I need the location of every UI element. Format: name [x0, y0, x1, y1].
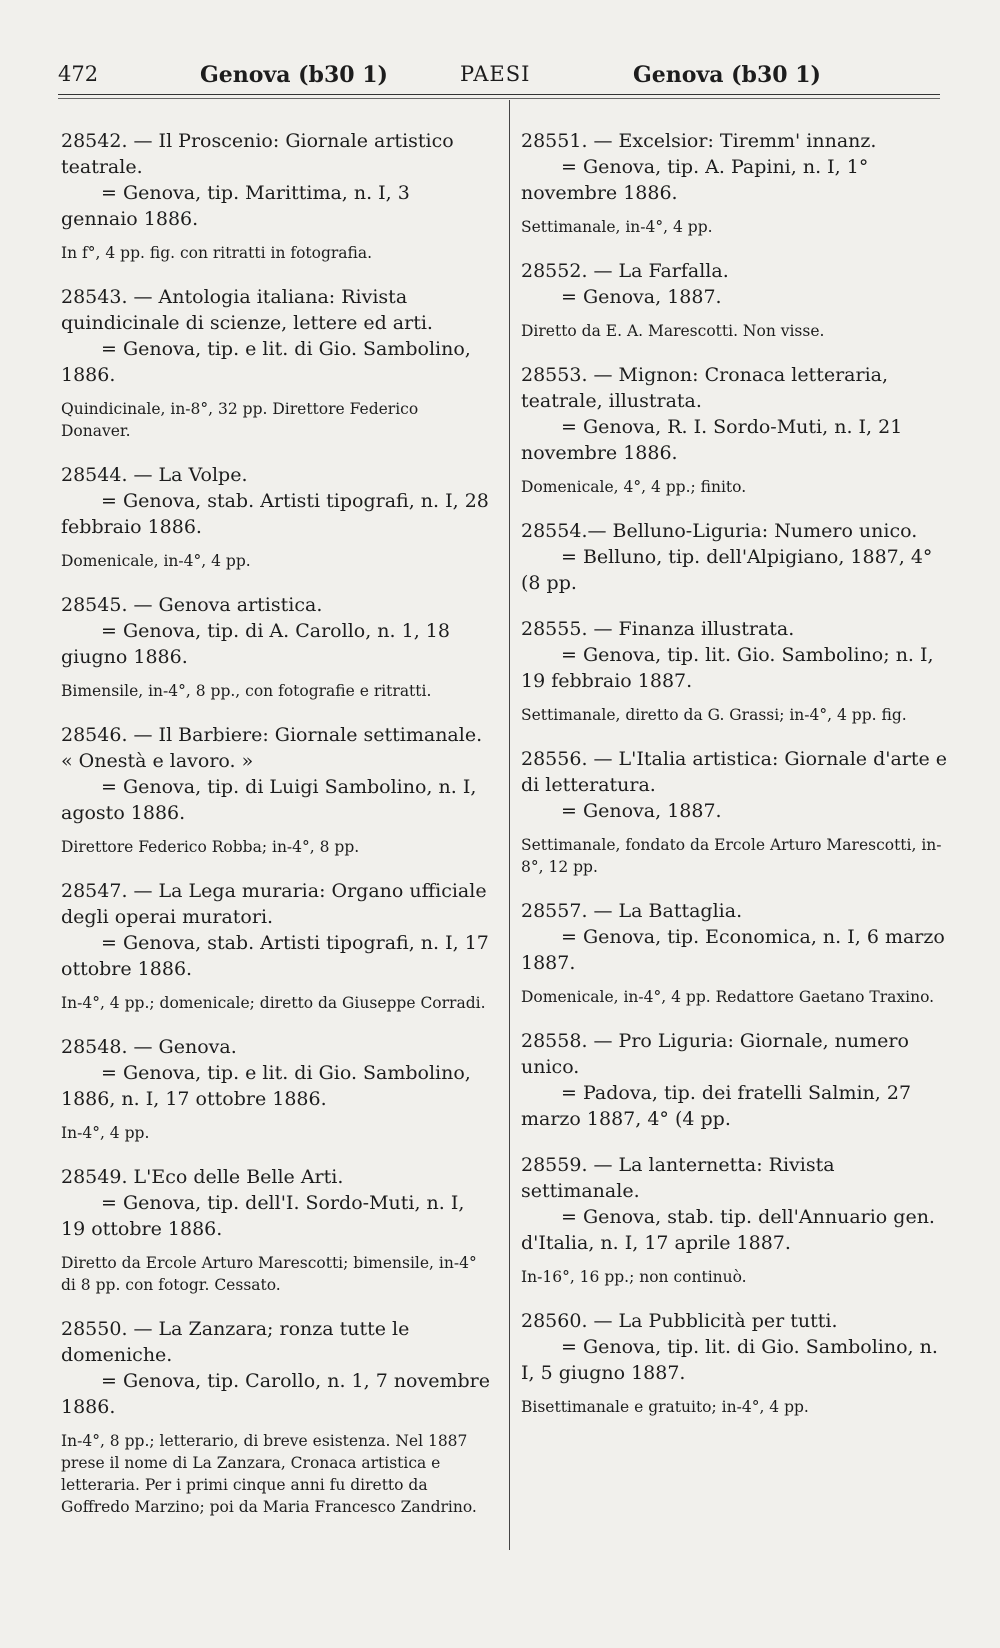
entry-title: 28550. — La Zanzara; ronza tutte le domeniche.: [61, 1318, 410, 1366]
entry-note: Bisettimanale e gratuito; in-4°, 4 pp.: [521, 1398, 809, 1416]
left-column: [61, 128, 491, 1538]
catalog-entry: [61, 878, 491, 1014]
entry-imprint: = Genova, tip. lit. Gio. Sambolino; n. I, 19 febbraio 1887.: [521, 644, 934, 692]
entry-imprint: = Genova, tip. lit. di Gio. Sambolino, n. I, 5 giugno 1887.: [521, 1336, 938, 1384]
right-column: [521, 128, 951, 1438]
entry-note: Direttore Federico Robba; in-4°, 8 pp.: [61, 838, 360, 856]
running-head-left: Genova (b30 1): [200, 62, 388, 88]
entry-note: Settimanale, in-4°, 4 pp.: [521, 218, 713, 236]
column-divider: [509, 100, 510, 1550]
entry-note: Quindicinale, in-8°, 32 pp. Direttore Federico Donaver.: [61, 400, 419, 440]
entry-note: Domenicale, 4°, 4 pp.; finito.: [521, 478, 747, 496]
entry-title: 28555. — Finanza illustrata.: [521, 618, 795, 640]
page-number: 472: [58, 62, 99, 86]
entry-title: 28543. — Antologia italiana: Rivista quindicinale di scienze, lettere ed arti.: [61, 286, 433, 334]
entry-title: 28553. — Mignon: Cronaca letteraria, teatrale, illustrata.: [521, 364, 889, 412]
catalog-entry: [61, 1316, 491, 1518]
entry-note: In-4°, 4 pp.: [61, 1124, 150, 1142]
entry-imprint: = Genova, stab. Artisti tipografi, n. I, 28 febbraio 1886.: [61, 490, 489, 538]
catalog-entry: [61, 722, 491, 858]
entry-imprint: = Genova, tip. Carollo, n. 1, 7 novembre 1886.: [61, 1370, 490, 1418]
running-head-center: PAESI: [460, 62, 531, 86]
entry-imprint: = Genova, 1887.: [561, 286, 722, 308]
catalog-entry: [61, 128, 491, 264]
entry-title: 28552. — La Farfalla.: [521, 260, 729, 282]
entry-imprint: = Genova, tip. e lit. di Gio. Sambolino, 1886.: [61, 338, 471, 386]
catalog-entry: [61, 284, 491, 442]
entry-imprint: = Genova, tip. di A. Carollo, n. 1, 18 giugno 1886.: [61, 620, 450, 668]
entry-title: 28560. — La Pubblicità per tutti.: [521, 1310, 838, 1332]
entry-imprint: = Genova, tip. Marittima, n. I, 3 gennaio 1886.: [61, 182, 410, 230]
entry-note: In-4°, 4 pp.; domenicale; diretto da Giuseppe Corradi.: [61, 994, 486, 1012]
entry-note: Settimanale, fondato da Ercole Arturo Marescotti, in-8°, 12 pp.: [521, 836, 942, 876]
running-head-right: Genova (b30 1): [633, 62, 821, 88]
entry-note: Settimanale, diretto da G. Grassi; in-4°, 4 pp. fig.: [521, 706, 907, 724]
entry-imprint: = Genova, tip. e lit. di Gio. Sambolino, 1886, n. I, 17 ottobre 1886.: [61, 1062, 471, 1110]
catalog-entry: [521, 128, 951, 238]
entry-title: 28544. — La Volpe.: [61, 464, 248, 486]
entry-title: 28549. L'Eco delle Belle Arti.: [61, 1166, 344, 1188]
header-rule-secondary: [58, 98, 940, 99]
entry-note: Domenicale, in-4°, 4 pp.: [61, 552, 251, 570]
entry-imprint: = Padova, tip. dei fratelli Salmin, 27 marzo 1887, 4° (4 pp.: [521, 1082, 912, 1130]
entry-imprint: = Genova, stab. tip. dell'Annuario gen. d'Italia, n. I, 17 aprile 1887.: [521, 1206, 935, 1254]
entry-title: 28547. — La Lega muraria: Organo ufficiale degli operai muratori.: [61, 880, 487, 928]
entry-imprint: = Belluno, tip. dell'Alpigiano, 1887, 4° (8 pp.: [521, 546, 933, 594]
catalog-entry: [521, 362, 951, 498]
catalog-entry: [61, 1164, 491, 1296]
entry-imprint: = Genova, stab. Artisti tipografi, n. I, 17 ottobre 1886.: [61, 932, 489, 980]
entry-title: 28551. — Excelsior: Tiremm' innanz.: [521, 130, 877, 152]
entry-imprint: = Genova, tip. di Luigi Sambolino, n. I, agosto 1886.: [61, 776, 477, 824]
entry-title: 28542. — Il Proscenio: Giornale artistico teatrale.: [61, 130, 454, 178]
entry-title: 28554.— Belluno-Liguria: Numero unico.: [521, 520, 918, 542]
entry-note: In-16°, 16 pp.; non continuò.: [521, 1268, 747, 1286]
entry-note: Domenicale, in-4°, 4 pp. Redattore Gaetano Traxino.: [521, 988, 935, 1006]
catalog-entry: [521, 746, 951, 878]
entry-imprint: = Genova, tip. A. Papini, n. I, 1° novembre 1886.: [521, 156, 869, 204]
entry-imprint: = Genova, R. I. Sordo-Muti, n. I, 21 novembre 1886.: [521, 416, 903, 464]
entry-note: Bimensile, in-4°, 8 pp., con fotografie e ritratti.: [61, 682, 432, 700]
catalog-entry: [61, 1034, 491, 1144]
entry-title: 28546. — Il Barbiere: Giornale settimanale. « Onestà e lavoro. »: [61, 724, 483, 772]
entry-imprint: = Genova, tip. Economica, n. I, 6 marzo 1887.: [521, 926, 945, 974]
entry-title: 28548. — Genova.: [61, 1036, 237, 1058]
catalog-entry: [521, 518, 951, 596]
entry-imprint: = Genova, 1887.: [561, 800, 722, 822]
entry-note: Diretto da E. A. Marescotti. Non visse.: [521, 322, 825, 340]
entry-title: 28556. — L'Italia artistica: Giornale d'arte e di letteratura.: [521, 748, 948, 796]
catalog-entry: [521, 1028, 951, 1132]
catalog-entry: [521, 258, 951, 342]
header-rule: [58, 94, 940, 95]
catalog-entry: [61, 462, 491, 572]
catalog-entry: [521, 616, 951, 726]
entry-note: In-4°, 8 pp.; letterario, di breve esistenza. Nel 1887 prese il nome di La Zanzara, Cronaca artistica e letteraria. Per i primi cinque anni fu diretto da Goffredo Marzino; poi da Maria Francesco Zandrino.: [61, 1432, 477, 1516]
catalog-entry: [521, 1308, 951, 1418]
catalog-entry: [521, 1152, 951, 1288]
entry-note: Diretto da Ercole Arturo Marescotti; bimensile, in-4° di 8 pp. con fotogr. Cessato.: [61, 1254, 477, 1294]
entry-note: In f°, 4 pp. fig. con ritratti in fotografia.: [61, 244, 373, 262]
entry-title: 28558. — Pro Liguria: Giornale, numero unico.: [521, 1030, 909, 1078]
entry-imprint: = Genova, tip. dell'I. Sordo-Muti, n. I, 19 ottobre 1886.: [61, 1192, 465, 1240]
page-header: [58, 56, 940, 96]
entry-title: 28557. — La Battaglia.: [521, 900, 743, 922]
catalog-entry: [61, 592, 491, 702]
catalog-entry: [521, 898, 951, 1008]
entry-title: 28559. — La lanternetta: Rivista settimanale.: [521, 1154, 835, 1202]
entry-title: 28545. — Genova artistica.: [61, 594, 323, 616]
